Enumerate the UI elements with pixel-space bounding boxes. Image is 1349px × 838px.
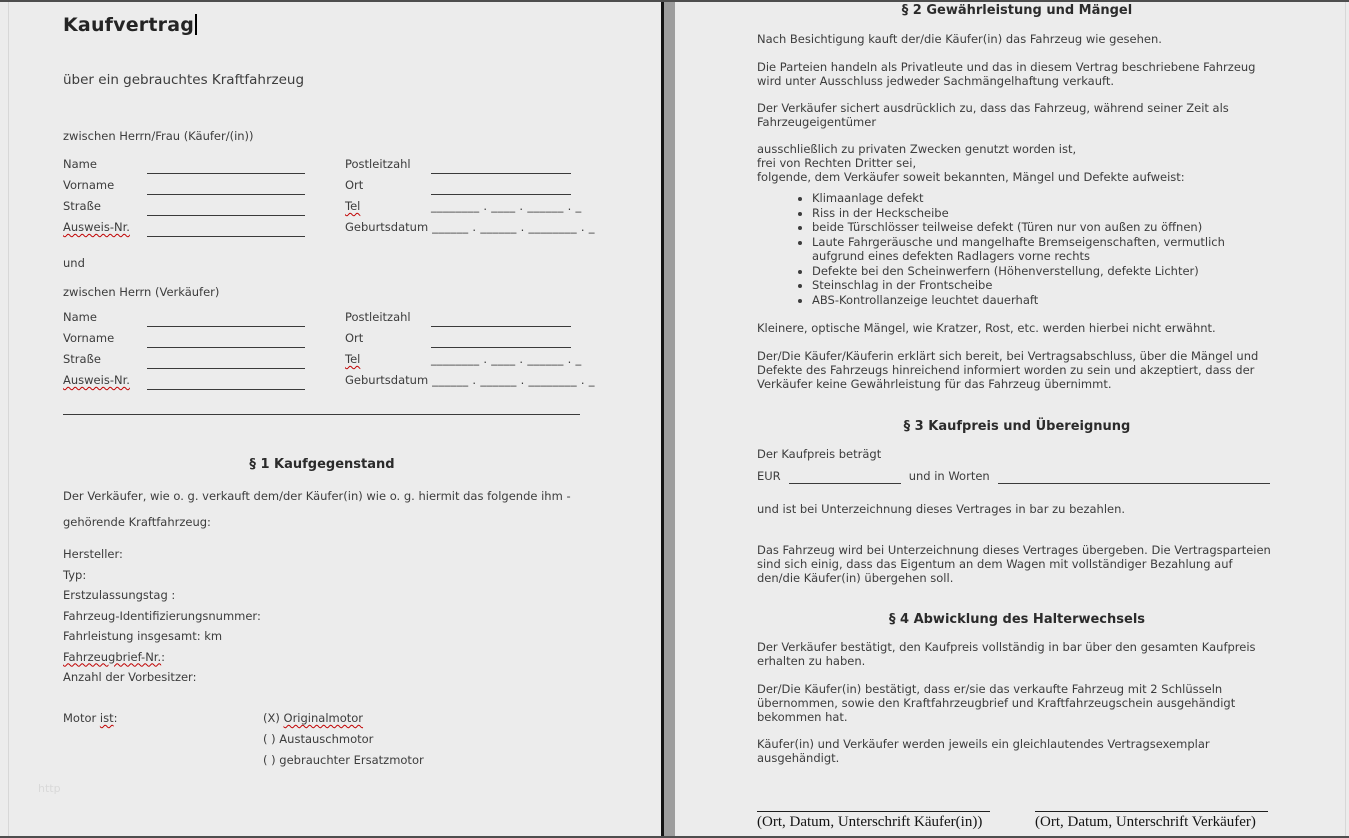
motor-label-colon: :: [113, 711, 118, 725]
strasse-blank[interactable]: [147, 353, 305, 369]
section-divider-rule: [63, 414, 580, 415]
vorname-blank[interactable]: [147, 179, 305, 195]
form-row-ausweis: [63, 216, 595, 237]
section-2-heading: § 2 Gewährleistung und Mängel: [901, 3, 1133, 18]
paragraph-line: ausschließlich zu privaten Zwecken genutzt worden ist,: [757, 142, 1077, 156]
postleitzahl-blank[interactable]: [431, 311, 571, 327]
seller-signature-block[interactable]: (Ort, Datum, Unterschrift Verkäufer): [1035, 811, 1268, 831]
s4-paragraph-2: Der/Die Käufer(in) bestätigt, dass er/sie das verkaufte Fahrzeug mit 2 Schlüsseln übernommen, sowie den Kraftfahrzeugbrief und Kraftfahrzeugschein ausgehändigt bekommen hat.: [757, 682, 1236, 724]
and-connector: und: [63, 256, 85, 270]
motor-options: [263, 708, 424, 771]
tel-label: Tel: [345, 199, 361, 213]
erstzulassung-field[interactable]: Erstzulassungstag :: [63, 588, 176, 602]
page-divider-gutter: [664, 2, 675, 836]
tel-blank[interactable]: ________ . ____ . ______ . _: [431, 352, 582, 366]
vehicle-spec-list: [63, 544, 261, 688]
fahrleistung-field[interactable]: Fahrleistung insgesamt: km: [63, 629, 223, 643]
buyer-section-heading: zwischen Herrn/Frau (Käufer/(in)): [63, 129, 254, 143]
section-3-heading: § 3 Kaufpreis und Übereignung: [903, 419, 1131, 434]
s2-paragraph-6: Der/Die Käufer/Käuferin erklärt sich bereit, bei Vertragsabschluss, über die Mängel und Defekte des Fahrzeugs hinreichend informiert worden zu sein und akzeptiert, dass der Verkäufer keine Gewährleistung für das Fahrzeug übernimmt.: [757, 349, 1259, 391]
seller-section-heading: zwischen Herrn (Verkäufer): [63, 285, 220, 299]
s3-paragraph-3: Das Fahrzeug wird bei Unterzeichnung dieses Vertrages übergeben. Die Vertragsparteien sind sich einig, dass das Eigentum an dem Wagen mit vollständiger Bezahlung auf den/die Käufer(in) übergehen soll.: [757, 543, 1271, 585]
s3-paragraph-2: und ist bei Unterzeichnung dieses Vertrages in bar zu bezahlen.: [757, 502, 1126, 516]
defect-item: • beide Türschlösser teilweise defekt (Türen nur von außen zu öffnen): [812, 220, 1277, 235]
paragraph-line: gehörende Kraftfahrzeug:: [63, 515, 211, 529]
defect-item: • ABS-Kontrollanzeige leuchtet dauerhaft: [812, 293, 1277, 308]
typ-field[interactable]: Typ:: [63, 567, 87, 582]
document-title[interactable]: [63, 14, 197, 36]
motor-option-austausch[interactable]: [263, 729, 424, 750]
s4-paragraph-3: Käufer(in) und Verkäufer werden jeweils ein gleichlautendes Vertragsexemplar ausgehändigt.: [757, 737, 1210, 765]
postleitzahl-label: Postleitzahl: [345, 310, 411, 324]
strasse-label: Straße: [63, 199, 101, 213]
s2-paragraph-5: Kleinere, optische Mängel, wie Kratzer, Rost, etc. werden hierbei nicht erwähnt.: [757, 321, 1216, 335]
defect-item: • Riss in der Heckscheibe: [812, 206, 1277, 221]
ausweis-blank[interactable]: [147, 221, 305, 237]
form-row-strasse: [63, 348, 581, 369]
page-right-edge: [1345, 2, 1346, 836]
vorname-label: Vorname: [63, 178, 115, 192]
motor-option-label: Austauschmotor: [279, 732, 374, 746]
page-left-edge: [8, 2, 9, 836]
name-label: Name: [63, 310, 97, 324]
motor-section: [63, 708, 424, 771]
form-row-strasse: [63, 195, 581, 216]
paragraph-line: frei von Rechten Dritter sei,: [757, 156, 917, 170]
motor-option-label: gebrauchter Ersatzmotor: [279, 753, 424, 767]
strasse-label: Straße: [63, 352, 101, 366]
buyer-form: [63, 153, 595, 237]
name-blank[interactable]: [147, 311, 305, 327]
buyer-signature-block[interactable]: (Ort, Datum, Unterschrift Käufer(in)): [757, 811, 990, 831]
price-line: [757, 469, 1270, 484]
eur-amount-blank[interactable]: [789, 470, 901, 484]
s4-paragraph-1: Der Verkäufer bestätigt, den Kaufpreis vollständig in bar über den gesamten Kaufpreis erhalten zu haben.: [757, 640, 1256, 668]
defect-item: • Laute Fahrgeräusche und mangelhafte Bremseigenschaften, vermutlich aufgrund eines defekten Radlagers vorne rechts: [812, 235, 1277, 264]
ort-label: Ort: [345, 331, 364, 345]
defect-item: • Steinschlag in der Frontscheibe: [812, 278, 1277, 293]
fahrzeugbrief-colon: :: [161, 649, 165, 664]
motor-option-original[interactable]: [263, 708, 424, 729]
motor-label-word: ist: [99, 711, 114, 725]
paragraph-line: Der Verkäufer, wie o. g. verkauft dem/der Käufer(in) wie o. g. hiermit das folgende ihm -: [63, 489, 571, 503]
form-row-vorname: [63, 327, 581, 348]
eur-label: EUR: [757, 469, 781, 483]
name-blank[interactable]: [147, 158, 305, 174]
ort-blank[interactable]: [431, 332, 571, 348]
section-4-heading: § 4 Abwicklung des Halterwechsels: [888, 612, 1146, 627]
in-worten-label: und in Worten: [908, 469, 990, 483]
vorname-blank[interactable]: [147, 332, 305, 348]
ausweis-label: Ausweis-Nr.: [63, 373, 130, 387]
postleitzahl-label: Postleitzahl: [345, 157, 411, 171]
checkbox-mark: ( ): [263, 753, 280, 767]
vorbesitzer-field[interactable]: Anzahl der Vorbesitzer:: [63, 670, 197, 684]
contract-page-2: [757, 0, 1277, 838]
fahrzeugbrief-field[interactable]: [63, 647, 261, 668]
geburtsdatum-label: Geburtsdatum: [345, 373, 429, 387]
paragraph-line: folgende, dem Verkäufer soweit bekannten, Mängel und Defekte aufweist:: [757, 170, 1185, 184]
geburtsdatum-blank[interactable]: ______ . ______ . ________ . _: [432, 373, 595, 387]
checkbox-mark: (X): [263, 711, 284, 725]
s2-paragraph-1: Nach Besichtigung kauft der/die Käufer(in) das Fahrzeug wie gesehen.: [757, 32, 1162, 46]
fahrzeugbrief-label: Fahrzeugbrief-Nr.: [63, 649, 162, 664]
http-watermark: http: [38, 782, 61, 795]
tel-blank[interactable]: ________ . ____ . ______ . _: [431, 199, 582, 213]
motor-label: [63, 708, 263, 771]
contract-page-1: [63, 0, 595, 838]
form-row-name: [63, 153, 581, 174]
hersteller-field[interactable]: Hersteller:: [63, 547, 123, 561]
s2-paragraph-4: [757, 142, 1185, 184]
s2-paragraph-3: Der Verkäufer sichert ausdrücklich zu, dass das Fahrzeug, während seiner Zeit als Fahrzeugeigentümer: [757, 101, 1229, 129]
checkbox-mark: ( ): [263, 732, 280, 746]
seller-form: [63, 306, 595, 390]
geburtsdatum-label: Geburtsdatum: [345, 220, 429, 234]
fin-field[interactable]: Fahrzeug-Identifizierungsnummer:: [63, 608, 261, 623]
section-1-heading: § 1 Kaufgegenstand: [249, 457, 395, 472]
signature-row: [757, 811, 1277, 831]
postleitzahl-blank[interactable]: [431, 158, 571, 174]
document-title-text: Kaufvertrag: [63, 14, 195, 36]
amount-in-words-blank[interactable]: [998, 470, 1270, 484]
form-row-vorname: [63, 174, 581, 195]
ort-blank[interactable]: [431, 179, 571, 195]
defect-item: • Defekte bei den Scheinwerfern (Höhenverstellung, defekte Lichter): [812, 264, 1277, 279]
ausweis-blank[interactable]: [147, 374, 305, 390]
vorname-label: Vorname: [63, 331, 115, 345]
motor-label-prefix: Motor: [63, 711, 100, 725]
text-cursor: [195, 14, 197, 35]
tel-label: Tel: [345, 352, 361, 366]
motor-option-label: Originalmotor: [283, 711, 364, 725]
motor-option-ersatz[interactable]: [263, 750, 424, 771]
defect-list: [757, 191, 1277, 307]
form-row-ausweis: [63, 369, 595, 390]
document-subtitle: über ein gebrauchtes Kraftfahrzeug: [63, 72, 305, 88]
s2-paragraph-2: Die Parteien handeln als Privatleute und das in diesem Vertrag beschriebene Fahrzeug wird unter Ausschluss jedweder Sachmängelhaftung verkauft.: [757, 60, 1256, 88]
ausweis-label: Ausweis-Nr.: [63, 220, 130, 234]
name-label: Name: [63, 157, 97, 171]
s3-paragraph-1: Der Kaufpreis beträgt: [757, 447, 882, 461]
ort-label: Ort: [345, 178, 364, 192]
form-row-name: [63, 306, 581, 327]
geburtsdatum-blank[interactable]: ______ . ______ . ________ . _: [432, 220, 595, 234]
section-1-paragraph: [63, 483, 571, 535]
strasse-blank[interactable]: [147, 200, 305, 216]
defect-item: • Klimaanlage defekt: [812, 191, 1277, 206]
